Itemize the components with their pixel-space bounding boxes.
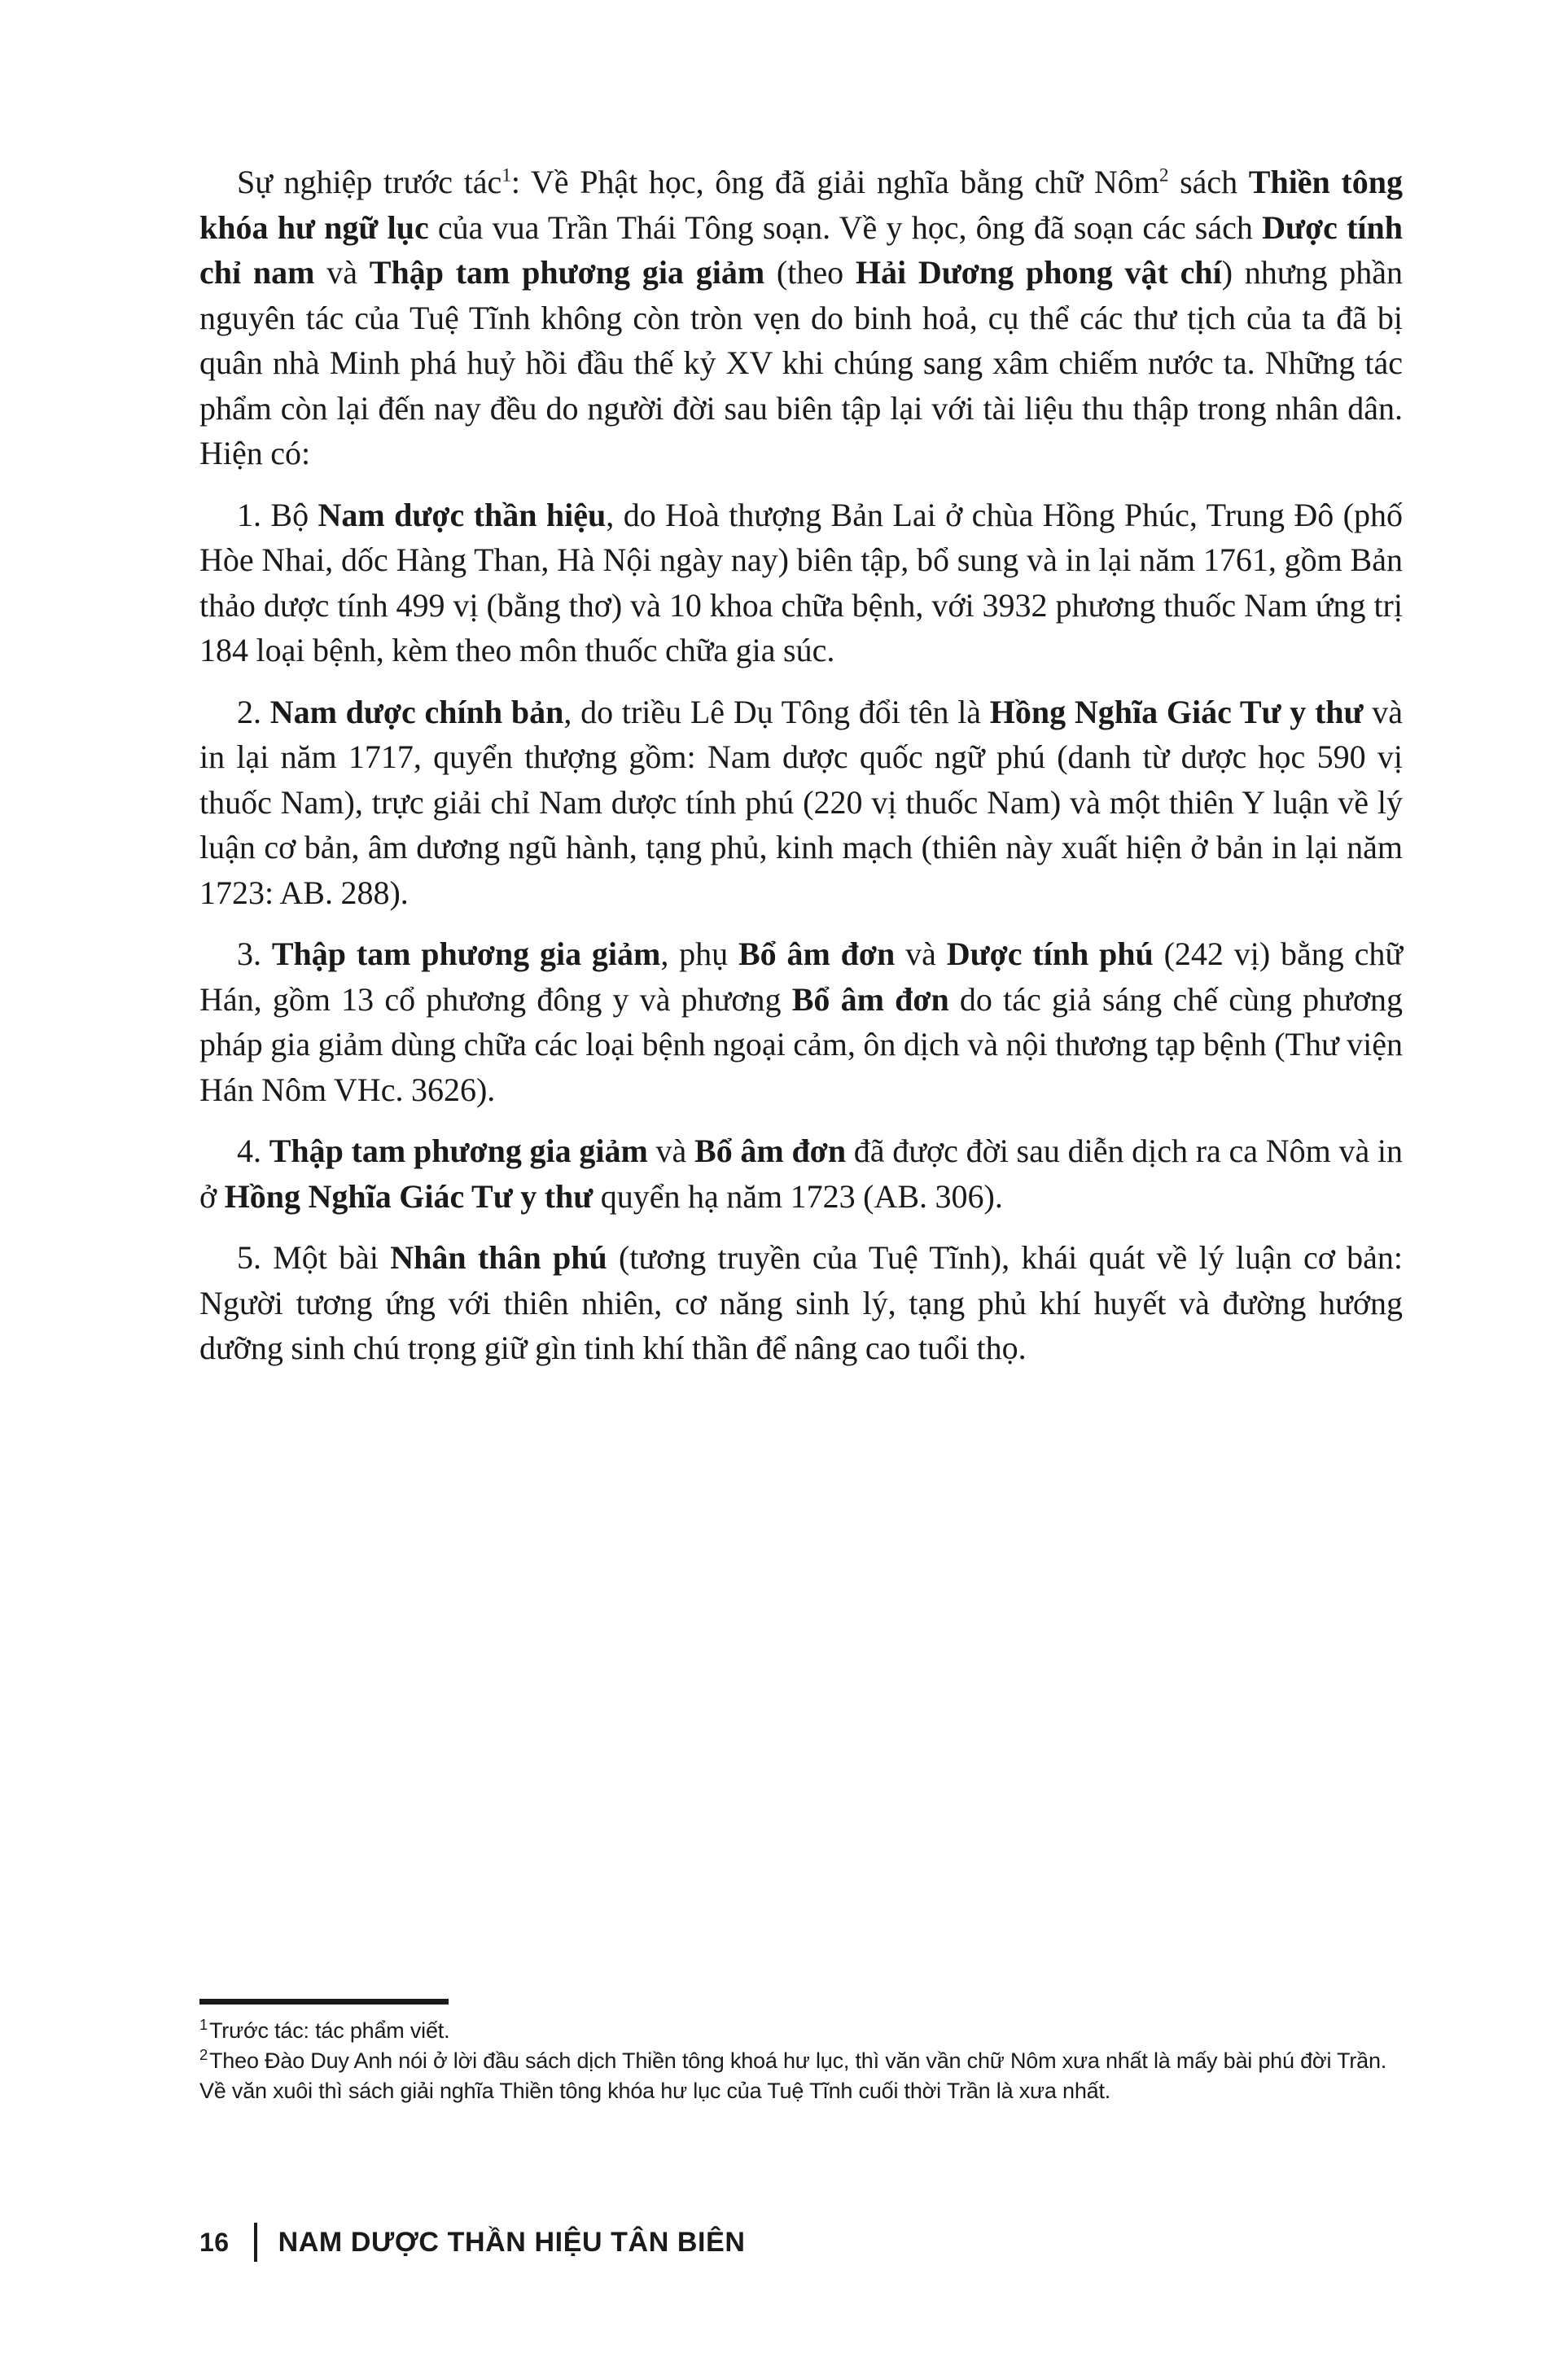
footnote-entry — [199, 2016, 1403, 2046]
text-run: 2. — [237, 693, 270, 730]
body-list-item — [199, 1235, 1403, 1371]
emphasized-title: Dược tính phú — [946, 935, 1154, 972]
emphasized-title: Bổ âm đơn — [791, 980, 949, 1018]
text-run: (theo — [764, 254, 856, 291]
emphasized-title: Dược tính chỉ nam — [199, 208, 1403, 291]
emphasized-title: Thập tam phương gia giảm — [271, 935, 661, 972]
emphasized-title: Hồng Nghĩa Giác Tư y thư — [989, 693, 1364, 730]
emphasized-title: Thập tam phương gia giảm — [369, 254, 765, 291]
text-run: và — [647, 1133, 695, 1169]
emphasized-title: Hồng Nghĩa Giác Tư y thư — [224, 1177, 593, 1215]
footnote-list — [199, 2016, 1403, 2106]
text-run: và — [314, 254, 370, 291]
text-run: và in lại năm 1717, quyển thượng gồm: Nam dược quốc ngữ phú (danh từ dược học 590 vị thuốc Nam), trực giải chỉ Nam dược tính phú (220 vị thuốc Nam) và một thiên Y luận về lý luận cơ bản, âm dương ngũ hành, tạng phủ, kinh mạch (thiên này xuất hiện ở bản in lại năm 1723: AB. 288). — [199, 693, 1404, 911]
running-title: NAM DƯỢC THẦN HIỆU TÂN BIÊN — [278, 2226, 746, 2258]
body-list-item — [199, 1128, 1403, 1219]
text-run: 5. Một bài — [237, 1239, 391, 1276]
text-run: : Về Phật học, ông đã giải nghĩa bằng chữ Nôm — [510, 164, 1159, 200]
body-text-column — [199, 160, 1403, 1378]
emphasized-title: Nam dược thần hiệu — [318, 496, 607, 533]
text-run: , phụ — [660, 935, 738, 972]
footnote-marker: 1 — [199, 2016, 208, 2033]
body-list-item — [199, 931, 1403, 1112]
footnote-text: Trước tác: tác phẩm viết. — [209, 2018, 450, 2043]
text-run: ) nhưng phần nguyên tác của Tuệ Tĩnh không còn tròn vẹn do binh hoả, cụ thể các thư tịch của ta đã bị quân nhà Minh phá huỷ hồi đầu thế kỷ XV khi chúng sang xâm chiếm nước ta. Những tác phẩm còn lại đến nay đều do người đời sau biên tập lại với tài liệu thu thập trong nhân dân. Hiện có: — [199, 254, 1403, 471]
body-list-item — [199, 690, 1403, 916]
text-run: đã được đời sau diễn dịch ra ca Nôm và in ở — [199, 1133, 1404, 1215]
text-run: và — [895, 935, 947, 972]
footnote-reference: 2 — [1158, 164, 1169, 186]
text-run: Sự nghiệp trước tác — [237, 164, 502, 200]
text-run: 4. — [237, 1133, 269, 1169]
footnotes-section — [199, 1999, 1403, 2106]
footnote-separator-rule — [199, 1999, 449, 2005]
body-list-item — [199, 493, 1403, 673]
text-run: sách — [1168, 164, 1249, 200]
footnote-entry — [199, 2046, 1403, 2106]
emphasized-title: Thiền tông khóa hư ngữ lục — [199, 164, 1403, 246]
footnote-reference: 1 — [501, 164, 511, 186]
text-run: (242 vị) bằng chữ Hán, gồm 13 cổ phương đông y và phương — [199, 935, 1404, 1018]
emphasized-title: Bổ âm đơn — [738, 935, 896, 972]
text-run: (tương truyền của Tuệ Tĩnh), khái quát về lý luận cơ bản: Người tương ứng với thiên nhiên, cơ năng sinh lý, tạng phủ khí huyết và đường hướng dưỡng sinh chú trọng giữ gìn tinh khí thần để nâng cao tuổi thọ. — [199, 1239, 1404, 1366]
text-run: 3. — [237, 935, 272, 972]
emphasized-title: Hải Dương phong vật chí — [855, 254, 1222, 291]
text-run: , do Hoà thượng Bản Lai ở chùa Hồng Phúc, Trung Đô (phố Hòe Nhai, dốc Hàng Than, Hà Nội ngày nay) biên tập, bổ sung và in lại năm 1761, gồm Bản thảo dược tính 499 vị (bằng thơ) và 10 khoa chữa bệnh, với 3932 phương thuốc Nam ứng trị 184 loại bệnh, kèm theo môn thuốc chữa gia súc. — [199, 496, 1403, 668]
footnote-text: Theo Đào Duy Anh nói ở lời đầu sách dịch Thiền tông khoá hư lục, thì văn vần chữ Nôm xưa nhất là mấy bài phú đời Trần. Về văn xuôi thì sách giải nghĩa Thiền tông khóa hư lục của Tuệ Tĩnh cuối thời Trần là xưa nhất. — [199, 2048, 1387, 2103]
running-footer — [199, 2218, 746, 2267]
emphasized-title: Nhân thân phú — [390, 1239, 607, 1276]
footnote-marker: 2 — [199, 2046, 208, 2063]
text-run: quyển hạ năm 1723 (AB. 306). — [593, 1177, 1003, 1215]
body-paragraph — [199, 160, 1403, 476]
emphasized-title: Bổ âm đơn — [694, 1133, 847, 1169]
emphasized-title: Nam dược chính bản — [269, 693, 564, 730]
text-run: của vua Trần Thái Tông soạn. Về y học, ông đã soạn các sách — [428, 208, 1263, 246]
page-number: 16 — [199, 2227, 230, 2257]
text-run: , do triều Lê Dụ Tông đổi tên là — [563, 693, 990, 730]
emphasized-title: Thập tam phương gia giảm — [269, 1133, 648, 1169]
text-run: do tác giả sáng chế cùng phương pháp gia giảm dùng chữa các loại bệnh ngoại cảm, ôn dịch và nội thương tạp bệnh (Thư viện Hán Nôm VHc. 3626). — [199, 980, 1403, 1108]
footer-divider — [254, 2223, 257, 2262]
text-run: 1. Bộ — [237, 496, 318, 533]
